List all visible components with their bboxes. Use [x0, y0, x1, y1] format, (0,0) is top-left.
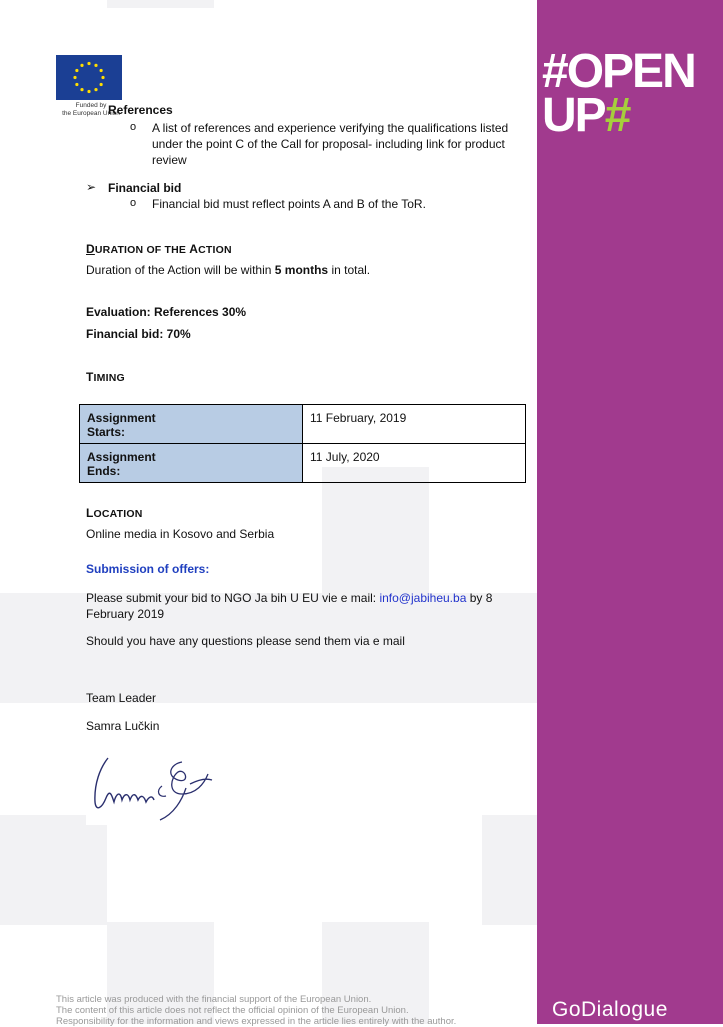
duration-text: Duration of the Action will be within 5 months in total.	[86, 263, 371, 277]
submission-heading: Submission of offers:	[86, 562, 210, 576]
table-value-cell: 11 July, 2020	[303, 444, 526, 483]
timing-heading: TIMING	[86, 370, 125, 384]
eu-star	[87, 90, 90, 93]
eu-star	[100, 83, 103, 86]
location-heading: LOCATION	[86, 506, 143, 520]
references-title: References	[108, 103, 173, 117]
background-square	[482, 815, 537, 925]
table-value-cell: 11 February, 2019	[303, 405, 526, 444]
open-up-logo	[542, 45, 695, 142]
eu-star	[80, 64, 83, 67]
table-row	[80, 444, 526, 483]
evaluation-financial: Financial bid: 70%	[86, 327, 191, 341]
financial-bid-item: Financial bid must reflect points A and B of the ToR.	[152, 197, 426, 211]
table-label-cell: Assignment Ends:	[80, 444, 303, 483]
logo-line-2: UP#	[542, 89, 630, 142]
godialogue-brand: GoDialogue	[552, 998, 668, 1021]
eu-star	[80, 88, 83, 91]
financial-bid-title: Financial bid	[108, 181, 182, 195]
eu-flag-icon	[56, 55, 122, 100]
signoff-name: Samra Lučkin	[86, 719, 160, 733]
eu-star	[75, 69, 78, 72]
background-square	[107, 0, 214, 8]
eu-funding-caption: Funded by the European Union	[62, 102, 120, 117]
evaluation-references: Evaluation: References 30%	[86, 305, 247, 319]
circle-bullet-icon: o	[130, 121, 137, 133]
submission-text: Please submit your bid to NGO Ja bih U EU vie e mail: info@jabiheu.ba by 8	[86, 591, 493, 605]
background-square	[322, 467, 429, 597]
eu-star	[101, 76, 104, 79]
eu-star	[87, 62, 90, 65]
table-row	[80, 405, 526, 444]
logo-line-1: #OPEN	[542, 45, 695, 98]
signature-image	[86, 750, 216, 825]
submission-text-line2: February 2019	[86, 607, 165, 621]
timing-table	[79, 404, 526, 483]
email-link[interactable]: info@jabiheu.ba	[379, 591, 467, 605]
duration-heading: DURATION OF THE ACTION	[86, 242, 232, 256]
questions-text: Should you have any questions please send them via e mail	[86, 634, 405, 648]
eu-star	[100, 69, 103, 72]
circle-bullet-icon: o	[130, 197, 137, 209]
eu-star	[73, 76, 76, 79]
eu-star	[94, 64, 97, 67]
eu-star	[75, 83, 78, 86]
signoff-role: Team Leader	[86, 691, 157, 705]
arrow-bullet-icon: ➢	[86, 180, 97, 194]
location-text: Online media in Kosovo and Serbia	[86, 527, 275, 541]
table-label-cell: Assignment Starts:	[80, 405, 303, 444]
eu-star	[94, 88, 97, 91]
disclaimer-footer: This article was produced with the financial support of the European Union. The content of this article does not reflect the official opinion of the European Union. Responsibility for the information and views expressed in the article lies entirely with the author.	[56, 994, 457, 1027]
background-square	[0, 815, 107, 925]
references-item: A list of references and experience verifying the qualifications listed under the point C of the Call for proposal- including link for product review	[152, 121, 509, 167]
brand-sidebar	[537, 0, 723, 1024]
